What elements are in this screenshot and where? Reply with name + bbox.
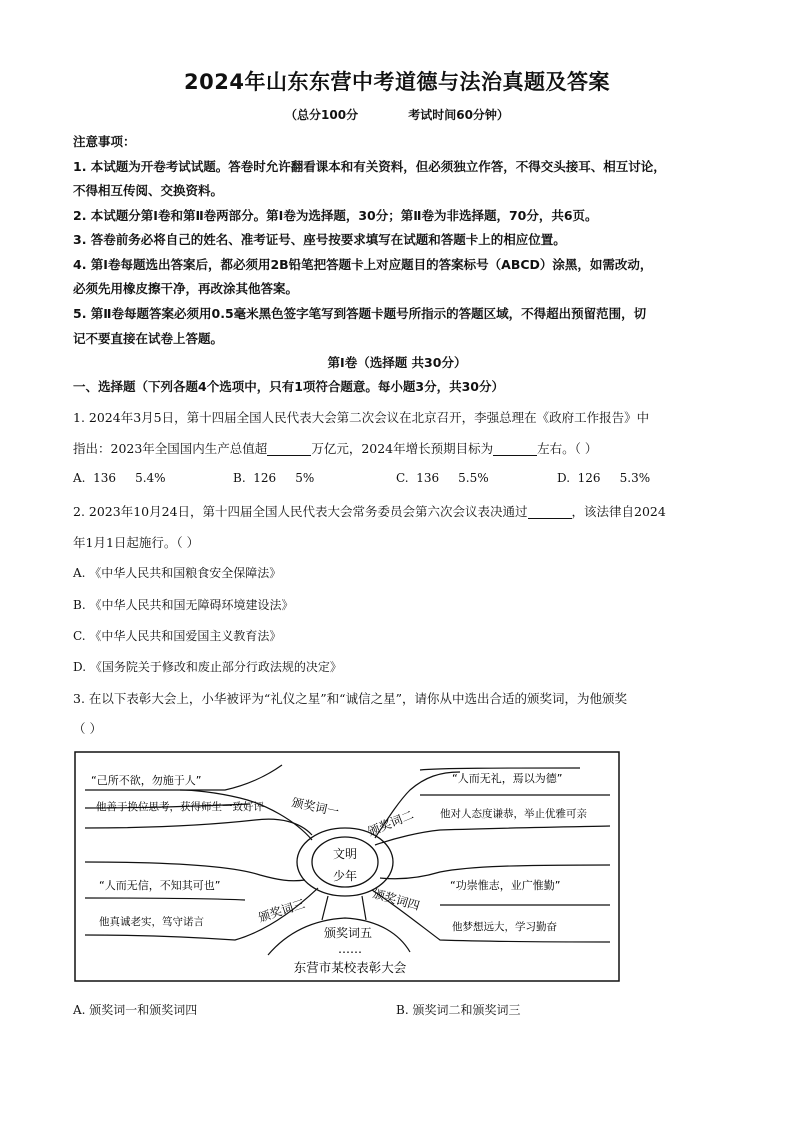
award3-text: 他真诚老实，笃守诺言: [99, 916, 204, 928]
award4-text: 他梦想远大，学习勤奋: [452, 921, 557, 933]
q1-option-c: C. 136 5.5%: [396, 471, 489, 485]
award4-label: 颁奖词四: [371, 886, 422, 914]
q2-option-d: D. 《国务院关于修改和废止部分行政法规的决定》: [73, 660, 342, 674]
q2-option-c: C. 《中华人民共和国爱国主义教育法》: [73, 629, 282, 643]
award5-label: 颁奖词五: [323, 926, 373, 940]
diagram-caption: 东营市某校表彰大会: [293, 960, 407, 975]
notice-item: 2. 本试题分第Ⅰ卷和第Ⅱ卷两部分。第Ⅰ卷为选择题，30分；第Ⅱ卷为非选择题，70分，共6页。: [73, 208, 598, 223]
section-heading: 第Ⅰ卷（选择题 共30分）: [327, 355, 467, 370]
award2-label: 颁奖词二: [365, 807, 416, 839]
award2-bottom-line: [375, 826, 610, 845]
q1-option-a: A. 136 5.4%: [73, 471, 166, 485]
award3-label: 颁奖词三: [256, 896, 307, 925]
award3-quote: “人而无信，不知其可也”: [99, 879, 221, 892]
notice-item: 5. 第Ⅱ卷每题答案必须用0.5毫米黑色签字笔写到答题卡题号所指示的答题区域，不得超出预留范围，切: [73, 306, 647, 321]
q2-option-a: A. 《中华人民共和国粮食安全保障法》: [73, 566, 282, 580]
q1-text-c: 左右。（ ）: [537, 441, 598, 456]
award3-top-line: [85, 862, 305, 881]
award1-quote: “己所不欲，勿施于人”: [91, 774, 202, 787]
award4-quote: “功崇惟志，业广惟勤”: [450, 879, 561, 892]
notice-item: 记不要直接在试卷上答题。: [73, 331, 224, 346]
q1-option-b: B. 126 5%: [233, 471, 315, 485]
q1-text-a: 指出：2023年全国国内生产总值超: [73, 441, 268, 456]
q3-stem: 3. 在以下表彰大会上，小华被评为“礼仪之星”和“诚信之星”，请你从中选出合适的颁奖词，为他颁奖: [73, 691, 627, 706]
page-title: 2024年山东东营中考道德与法治真题及答案: [184, 70, 610, 94]
award5-ellipsis: ……: [338, 942, 362, 956]
q3-option-a: A. 颁奖词一和颁奖词四: [73, 1003, 198, 1017]
award2-text: 他对人态度谦恭，举止优雅可亲: [440, 808, 587, 820]
center-label-line1: 文明: [332, 847, 358, 861]
notice-item: 4. 第Ⅰ卷每题选出答案后，都必须用2B铅笔把答题卡上对应题目的答案标号（ABCD）涂黑，如需改动，: [73, 257, 653, 272]
notice-item: 3. 答卷前务必将自己的姓名、准考证号、座号按要求填写在试题和答题卡上的相应位置。: [73, 232, 566, 247]
award5-left-stem: [322, 896, 328, 920]
award2-quote: “人而无礼，焉以为德”: [452, 772, 563, 785]
center-label-line2: 少年: [332, 869, 358, 883]
notice-item: 不得相互传阅、交换资料。: [73, 183, 224, 198]
q1-stem: 1. 2024年3月5日，第十四届全国人民代表大会第二次会议在北京召开，李强总理在《政府工作报告》中: [73, 410, 650, 425]
q3-option-b: B. 颁奖词二和颁奖词三: [396, 1003, 521, 1017]
q1-text-b: 万亿元，2024年增长预期目标为: [311, 441, 494, 456]
award1-text: 他善于换位思考，获得师生一致好评: [96, 801, 264, 813]
notice-item: 1. 本试题为开卷考试试题。答卷时允许翻看课本和有关资料，但必须独立作答，不得交头接耳、相互讨论，: [73, 159, 666, 174]
award1-bottom-line: [85, 819, 312, 835]
award2-top-line: [420, 768, 580, 770]
q3-stem-line2: （ ）: [73, 721, 102, 736]
q2-text-b: ，该法律自2024: [571, 504, 666, 519]
award3-mid-line: [85, 898, 245, 900]
q1-option-d: D. 126 5.3%: [557, 471, 651, 485]
q2-text-a: 2. 2023年10月24日，第十四届全国人民代表大会常务委员会第六次会议表决通过: [73, 504, 528, 519]
notice-item: 必须先用橡皮擦干净，再改涂其他答案。: [73, 281, 299, 296]
award5-right-stem: [362, 896, 366, 920]
page-subtitle: （总分100分 考试时间60分钟）: [285, 108, 509, 122]
q2-stem-line2: 年1月1日起施行。（ ）: [73, 535, 200, 550]
section-instruction: 一、选择题（下列各题4个选项中，只有1项符合题意。每小题3分，共30分）: [73, 379, 504, 394]
q2-option-b: B. 《中华人民共和国无障碍环境建设法》: [73, 598, 294, 612]
award1-label: 颁奖词一: [290, 795, 341, 819]
notice-heading: 注意事项：: [73, 134, 136, 149]
award4-top-line: [380, 865, 610, 879]
